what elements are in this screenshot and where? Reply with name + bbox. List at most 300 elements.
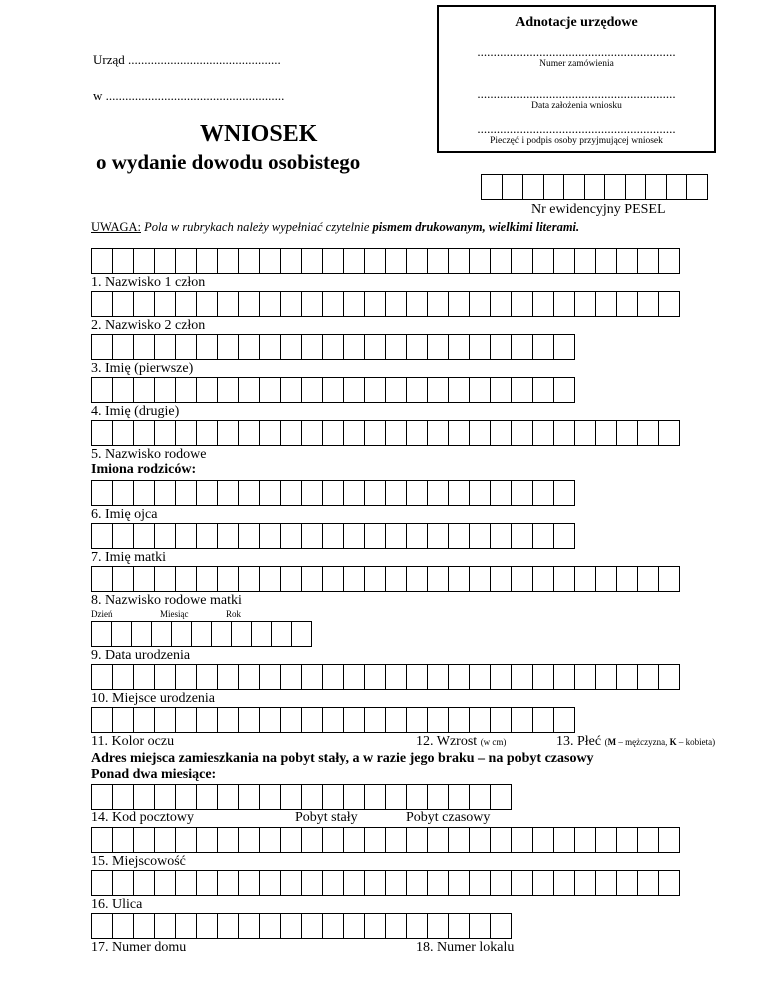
char-box[interactable] [322,248,344,274]
char-box[interactable] [637,566,659,592]
char-box[interactable] [406,523,428,549]
char-box[interactable] [171,621,192,647]
char-box[interactable] [238,420,260,446]
char-box[interactable] [469,377,491,403]
char-box[interactable] [175,870,197,896]
char-box[interactable] [469,566,491,592]
char-box[interactable] [427,870,449,896]
char-box[interactable] [322,664,344,690]
char-box[interactable] [154,707,176,733]
char-box[interactable] [280,523,302,549]
char-box[interactable] [301,480,323,506]
char-box[interactable] [511,377,533,403]
char-box[interactable] [448,784,470,810]
mother-family-name-boxes[interactable] [91,566,679,592]
char-box[interactable] [217,870,239,896]
char-box[interactable] [301,334,323,360]
char-box[interactable] [427,566,449,592]
char-box[interactable] [175,707,197,733]
char-box[interactable] [595,827,617,853]
char-box[interactable] [553,664,575,690]
postal-code-boxes[interactable] [91,784,511,810]
char-box[interactable] [238,566,260,592]
char-box[interactable] [469,707,491,733]
char-box[interactable] [196,664,218,690]
char-box[interactable] [343,523,365,549]
office-field[interactable]: ............................................... [128,52,281,67]
char-box[interactable] [196,827,218,853]
char-box[interactable] [91,784,113,810]
char-box[interactable] [343,420,365,446]
char-box[interactable] [322,334,344,360]
char-box[interactable] [231,621,252,647]
char-box[interactable] [490,913,512,939]
char-box[interactable] [553,870,575,896]
char-box[interactable] [385,784,407,810]
char-box[interactable] [133,827,155,853]
char-box[interactable] [91,707,113,733]
char-box[interactable] [196,248,218,274]
char-box[interactable] [154,784,176,810]
char-box[interactable] [343,480,365,506]
char-box[interactable] [364,523,386,549]
char-box[interactable] [238,827,260,853]
char-box[interactable] [511,664,533,690]
char-box[interactable] [658,827,680,853]
char-box[interactable] [574,420,596,446]
char-box[interactable] [238,913,260,939]
char-box[interactable] [448,707,470,733]
char-box[interactable] [637,291,659,317]
char-box[interactable] [251,621,272,647]
char-box[interactable] [658,664,680,690]
char-box[interactable] [217,707,239,733]
char-box[interactable] [133,334,155,360]
char-box[interactable] [280,707,302,733]
char-box[interactable] [406,827,428,853]
char-box[interactable] [322,291,344,317]
char-box[interactable] [238,480,260,506]
char-box[interactable] [322,870,344,896]
order-number-field[interactable]: ............................................................. [477,44,676,59]
char-box[interactable] [151,621,172,647]
char-box[interactable] [301,913,323,939]
char-box[interactable] [217,913,239,939]
char-box[interactable] [364,480,386,506]
char-box[interactable] [280,420,302,446]
char-box[interactable] [637,827,659,853]
place-field[interactable]: ....................................................... [105,88,285,103]
char-box[interactable] [490,664,512,690]
char-box[interactable] [595,420,617,446]
char-box[interactable] [91,827,113,853]
char-box[interactable] [364,420,386,446]
char-box[interactable] [427,291,449,317]
char-box[interactable] [259,248,281,274]
char-box[interactable] [154,523,176,549]
surname-part2-boxes[interactable] [91,291,679,317]
char-box[interactable] [154,913,176,939]
locality-boxes[interactable] [91,827,679,853]
char-box[interactable] [133,480,155,506]
char-box[interactable] [280,248,302,274]
char-box[interactable] [91,621,112,647]
char-box[interactable] [532,291,554,317]
char-box[interactable] [448,566,470,592]
char-box[interactable] [343,377,365,403]
stamp-signature-field[interactable]: ............................................................. [477,121,676,136]
char-box[interactable] [91,334,113,360]
char-box[interactable] [574,291,596,317]
char-box[interactable] [427,334,449,360]
char-box[interactable] [448,480,470,506]
char-box[interactable] [217,248,239,274]
char-box[interactable] [364,784,386,810]
char-box[interactable] [469,784,491,810]
char-box[interactable] [112,566,134,592]
char-box[interactable] [469,420,491,446]
char-box[interactable] [637,664,659,690]
char-box[interactable] [271,621,292,647]
char-box[interactable] [563,174,585,200]
char-box[interactable] [490,523,512,549]
char-box[interactable] [364,707,386,733]
char-box[interactable] [490,827,512,853]
char-box[interactable] [196,291,218,317]
char-box[interactable] [406,707,428,733]
char-box[interactable] [133,566,155,592]
char-box[interactable] [666,174,688,200]
char-box[interactable] [511,480,533,506]
char-box[interactable] [322,913,344,939]
char-box[interactable] [385,420,407,446]
char-box[interactable] [616,827,638,853]
street-boxes[interactable] [91,870,679,896]
char-box[interactable] [322,566,344,592]
char-box[interactable] [91,523,113,549]
char-box[interactable] [469,827,491,853]
char-box[interactable] [448,248,470,274]
char-box[interactable] [259,784,281,810]
char-box[interactable] [553,291,575,317]
char-box[interactable] [604,174,626,200]
char-box[interactable] [532,248,554,274]
char-box[interactable] [112,913,134,939]
char-box[interactable] [511,248,533,274]
char-box[interactable] [595,291,617,317]
char-box[interactable] [196,480,218,506]
char-box[interactable] [112,291,134,317]
char-box[interactable] [301,827,323,853]
char-box[interactable] [490,420,512,446]
char-box[interactable] [574,664,596,690]
char-box[interactable] [259,291,281,317]
char-box[interactable] [217,377,239,403]
char-box[interactable] [385,480,407,506]
family-name-boxes[interactable] [91,420,679,446]
char-box[interactable] [322,377,344,403]
char-box[interactable] [511,827,533,853]
char-box[interactable] [364,291,386,317]
char-box[interactable] [469,248,491,274]
char-box[interactable] [259,334,281,360]
char-box[interactable] [175,334,197,360]
second-name-boxes[interactable] [91,377,574,403]
char-box[interactable] [343,784,365,810]
char-box[interactable] [553,334,575,360]
char-box[interactable] [406,248,428,274]
char-box[interactable] [406,566,428,592]
char-box[interactable] [616,870,638,896]
char-box[interactable] [112,784,134,810]
pesel-boxes[interactable] [481,174,707,200]
surname-part1-boxes[interactable] [91,248,679,274]
char-box[interactable] [259,913,281,939]
char-box[interactable] [238,334,260,360]
char-box[interactable] [364,664,386,690]
char-box[interactable] [217,784,239,810]
char-box[interactable] [217,420,239,446]
char-box[interactable] [259,523,281,549]
char-box[interactable] [543,174,565,200]
char-box[interactable] [469,664,491,690]
char-box[interactable] [154,377,176,403]
char-box[interactable] [469,523,491,549]
char-box[interactable] [91,420,113,446]
char-box[interactable] [133,248,155,274]
char-box[interactable] [595,664,617,690]
char-box[interactable] [301,523,323,549]
char-box[interactable] [532,523,554,549]
char-box[interactable] [196,420,218,446]
char-box[interactable] [112,248,134,274]
char-box[interactable] [196,566,218,592]
char-box[interactable] [448,334,470,360]
char-box[interactable] [658,566,680,592]
char-box[interactable] [133,913,155,939]
char-box[interactable] [175,523,197,549]
char-box[interactable] [469,913,491,939]
char-box[interactable] [385,377,407,403]
char-box[interactable] [196,334,218,360]
char-box[interactable] [280,334,302,360]
char-box[interactable] [427,784,449,810]
char-box[interactable] [175,784,197,810]
char-box[interactable] [217,291,239,317]
char-box[interactable] [364,334,386,360]
char-box[interactable] [133,377,155,403]
char-box[interactable] [238,248,260,274]
char-box[interactable] [280,870,302,896]
char-box[interactable] [595,248,617,274]
char-box[interactable] [238,707,260,733]
char-box[interactable] [133,291,155,317]
char-box[interactable] [154,334,176,360]
char-box[interactable] [238,291,260,317]
char-box[interactable] [469,480,491,506]
char-box[interactable] [238,523,260,549]
char-box[interactable] [238,664,260,690]
char-box[interactable] [427,377,449,403]
char-box[interactable] [553,480,575,506]
char-box[interactable] [448,523,470,549]
char-box[interactable] [133,870,155,896]
char-box[interactable] [343,334,365,360]
char-box[interactable] [448,913,470,939]
char-box[interactable] [406,870,428,896]
char-box[interactable] [427,913,449,939]
char-box[interactable] [154,827,176,853]
char-box[interactable] [238,784,260,810]
char-box[interactable] [427,420,449,446]
char-box[interactable] [343,248,365,274]
char-box[interactable] [490,707,512,733]
char-box[interactable] [511,291,533,317]
char-box[interactable] [343,707,365,733]
char-box[interactable] [406,480,428,506]
char-box[interactable] [131,621,152,647]
birth-date-boxes[interactable] [91,621,311,647]
char-box[interactable] [385,334,407,360]
char-box[interactable] [406,420,428,446]
char-box[interactable] [616,664,638,690]
char-box[interactable] [91,664,113,690]
char-box[interactable] [175,664,197,690]
char-box[interactable] [574,566,596,592]
char-box[interactable] [532,664,554,690]
char-box[interactable] [616,420,638,446]
char-box[interactable] [217,480,239,506]
char-box[interactable] [196,913,218,939]
char-box[interactable] [301,420,323,446]
char-box[interactable] [112,334,134,360]
char-box[interactable] [553,827,575,853]
char-box[interactable] [112,420,134,446]
char-box[interactable] [301,377,323,403]
char-box[interactable] [196,707,218,733]
char-box[interactable] [280,291,302,317]
char-box[interactable] [191,621,212,647]
char-box[interactable] [291,621,312,647]
char-box[interactable] [616,248,638,274]
char-box[interactable] [532,827,554,853]
char-box[interactable] [175,480,197,506]
char-box[interactable] [448,420,470,446]
char-box[interactable] [175,377,197,403]
char-box[interactable] [280,480,302,506]
char-box[interactable] [217,334,239,360]
char-box[interactable] [616,566,638,592]
char-box[interactable] [595,870,617,896]
char-box[interactable] [196,784,218,810]
char-box[interactable] [259,377,281,403]
char-box[interactable] [645,174,667,200]
char-box[interactable] [385,913,407,939]
char-box[interactable] [406,334,428,360]
char-box[interactable] [280,827,302,853]
char-box[interactable] [301,870,323,896]
char-box[interactable] [574,248,596,274]
char-box[interactable] [427,480,449,506]
char-box[interactable] [553,377,575,403]
char-box[interactable] [280,377,302,403]
first-name-boxes[interactable] [91,334,574,360]
char-box[interactable] [280,784,302,810]
char-box[interactable] [490,248,512,274]
char-box[interactable] [322,420,344,446]
char-box[interactable] [112,523,134,549]
char-box[interactable] [154,870,176,896]
char-box[interactable] [238,870,260,896]
char-box[interactable] [301,784,323,810]
eye-color-height-sex-boxes[interactable] [91,707,574,733]
char-box[interactable] [448,291,470,317]
char-box[interactable] [658,420,680,446]
char-box[interactable] [532,334,554,360]
char-box[interactable] [481,174,503,200]
char-box[interactable] [133,784,155,810]
char-box[interactable] [658,291,680,317]
char-box[interactable] [532,707,554,733]
char-box[interactable] [532,566,554,592]
char-box[interactable] [532,420,554,446]
char-box[interactable] [154,291,176,317]
char-box[interactable] [658,870,680,896]
char-box[interactable] [385,870,407,896]
char-box[interactable] [469,334,491,360]
char-box[interactable] [490,480,512,506]
char-box[interactable] [490,377,512,403]
char-box[interactable] [469,291,491,317]
char-box[interactable] [448,377,470,403]
char-box[interactable] [532,377,554,403]
char-box[interactable] [154,566,176,592]
char-box[interactable] [133,664,155,690]
char-box[interactable] [406,664,428,690]
char-box[interactable] [91,291,113,317]
char-box[interactable] [584,174,606,200]
char-box[interactable] [616,291,638,317]
char-box[interactable] [322,523,344,549]
char-box[interactable] [553,707,575,733]
char-box[interactable] [574,870,596,896]
char-box[interactable] [175,566,197,592]
char-box[interactable] [259,566,281,592]
char-box[interactable] [343,870,365,896]
char-box[interactable] [301,664,323,690]
char-box[interactable] [259,707,281,733]
char-box[interactable] [686,174,708,200]
char-box[interactable] [280,664,302,690]
char-box[interactable] [364,827,386,853]
char-box[interactable] [175,248,197,274]
char-box[interactable] [532,870,554,896]
char-box[interactable] [217,523,239,549]
char-box[interactable] [385,291,407,317]
char-box[interactable] [154,664,176,690]
char-box[interactable] [385,707,407,733]
char-box[interactable] [259,664,281,690]
char-box[interactable] [91,913,113,939]
char-box[interactable] [406,377,428,403]
char-box[interactable] [625,174,647,200]
char-box[interactable] [112,480,134,506]
char-box[interactable] [259,827,281,853]
char-box[interactable] [238,377,260,403]
char-box[interactable] [154,480,176,506]
char-box[interactable] [301,248,323,274]
char-box[interactable] [259,420,281,446]
